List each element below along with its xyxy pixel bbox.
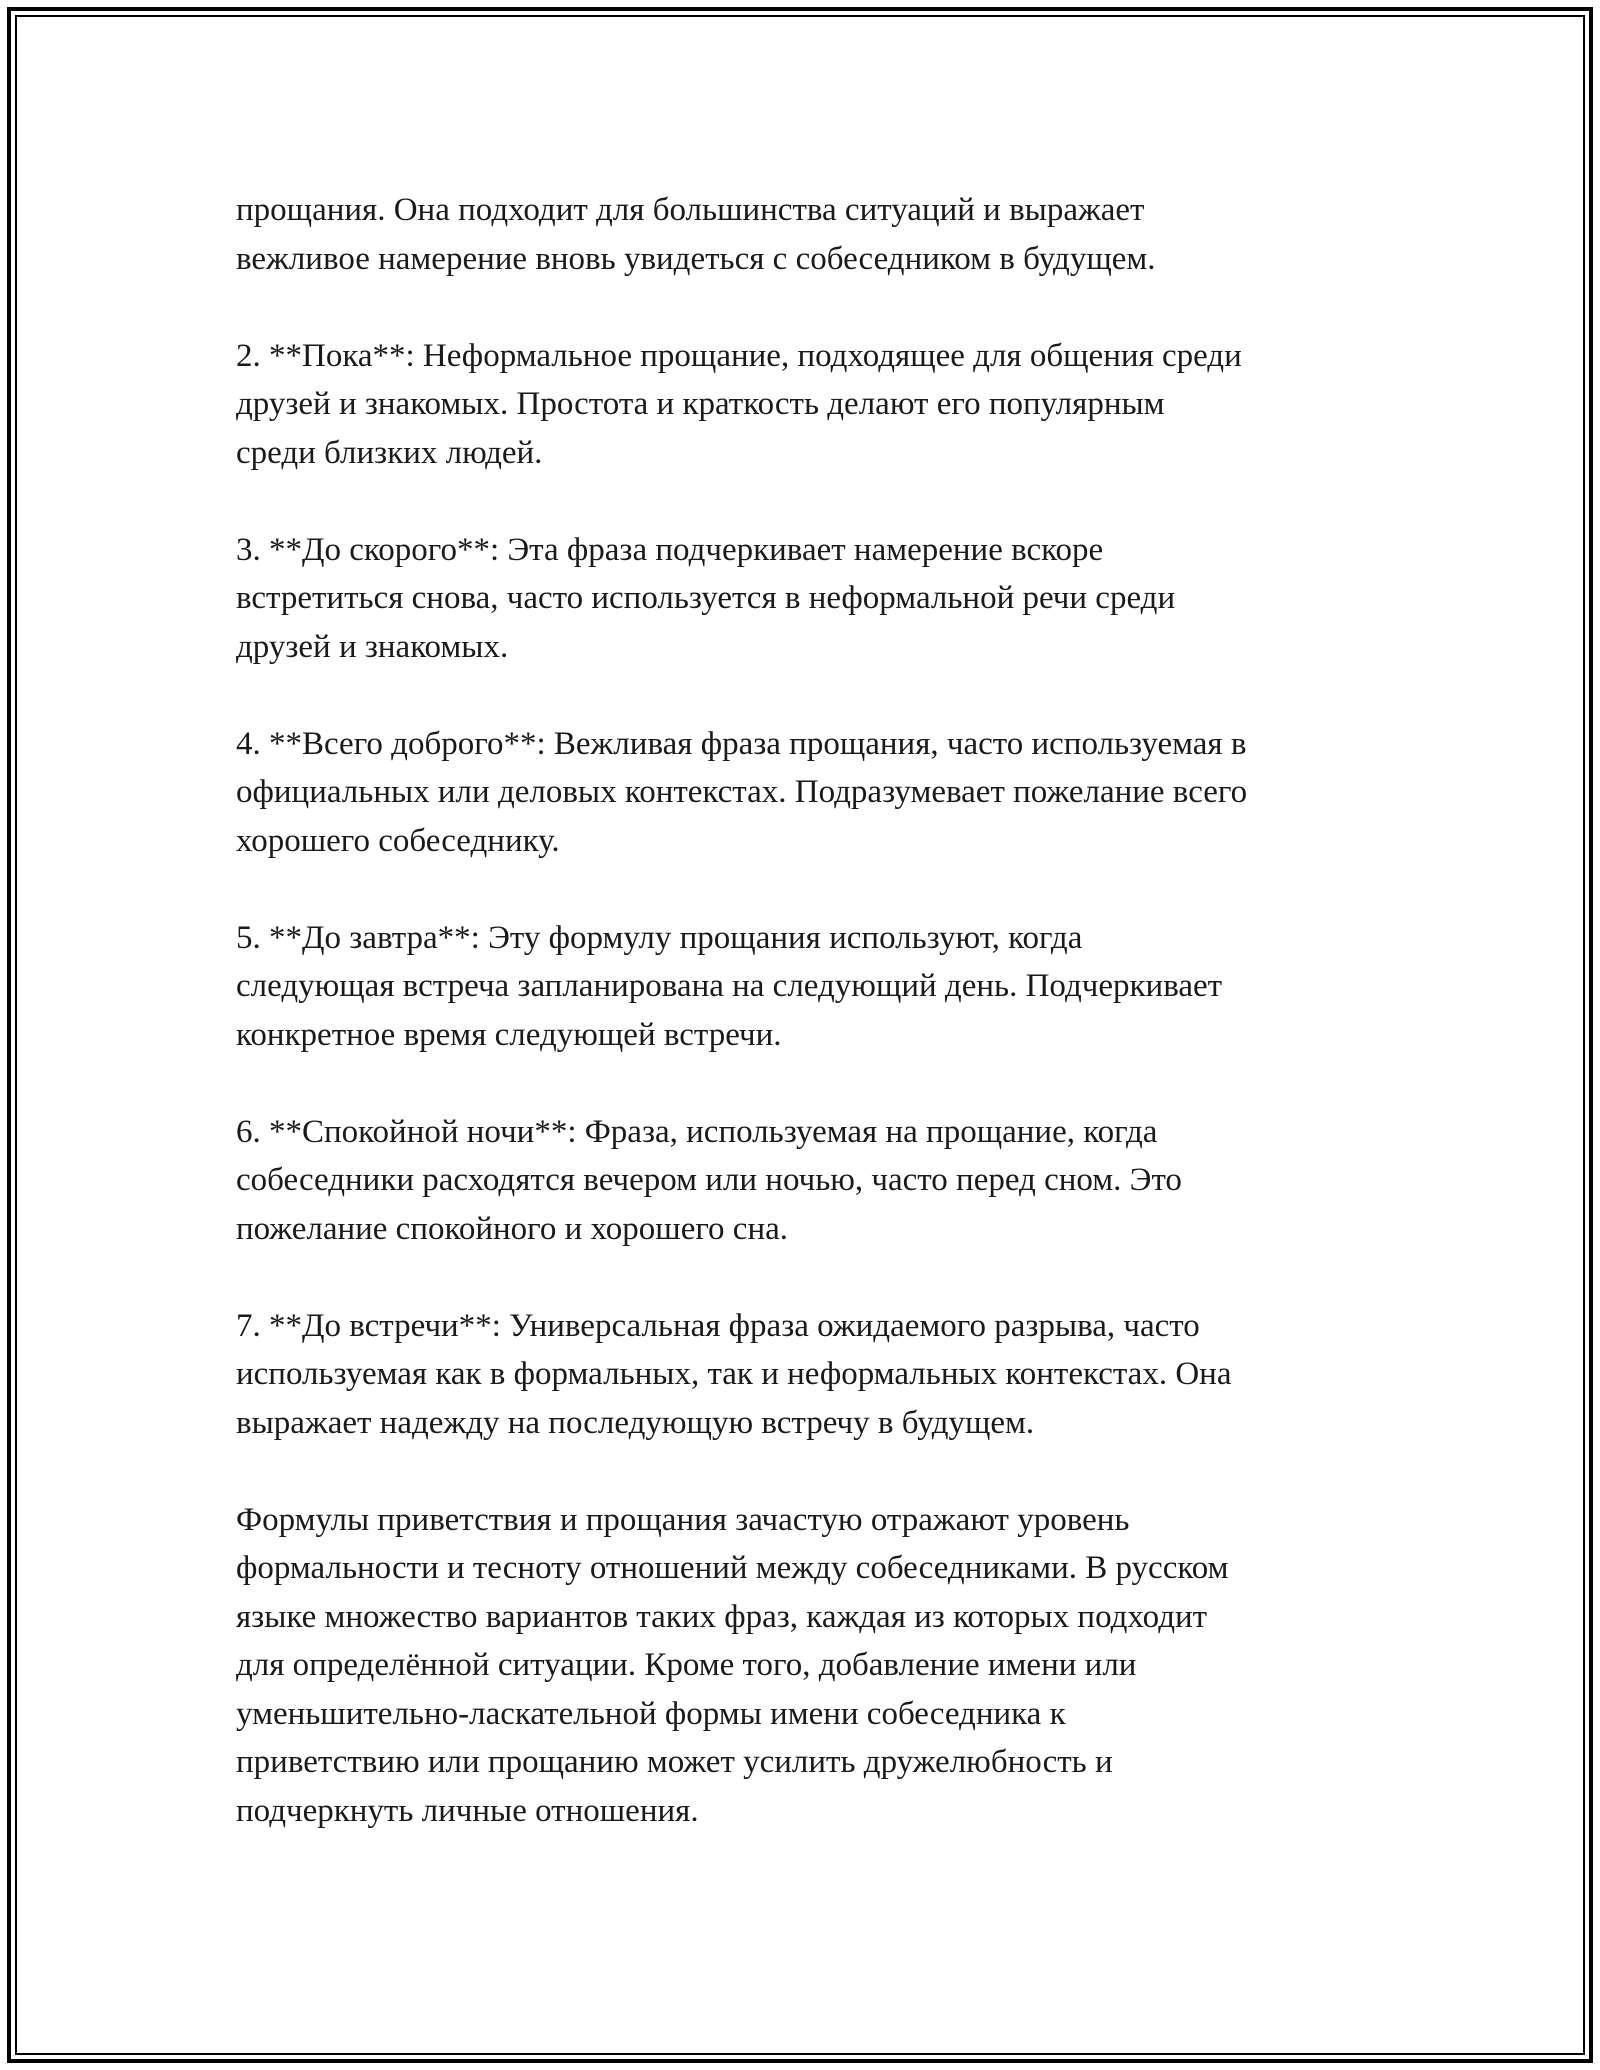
text-line: 2. **Пока**: Неформальное прощание, подходящее для общения среди: [236, 337, 1242, 374]
list-item-7: [236, 1302, 1396, 1448]
text-line: 5. **До завтра**: Эту формулу прощания используют, когда: [236, 919, 1083, 956]
paragraph-intro-continuation: [236, 186, 1396, 283]
list-item-4: [236, 720, 1396, 866]
text-line: уменьшительно-ласкательной формы имени собеседника к: [236, 1695, 1066, 1732]
text-line: 7. **До встречи**: Универсальная фраза ожидаемого разрыва, часто: [236, 1307, 1200, 1344]
text-line: используемая как в формальных, так и неформальных контекстах. Она: [236, 1356, 1232, 1392]
text-line: формальности и тесноту отношений между собеседниками. В русском: [236, 1550, 1229, 1586]
list-item-3: [236, 526, 1396, 672]
text-line: пожелание спокойного и хорошего сна.: [236, 1210, 789, 1247]
text-line: 4. **Всего доброго**: Вежливая фраза прощания, часто используемая в: [236, 725, 1247, 762]
text-line: встретиться снова, часто используется в неформальной речи среди: [236, 580, 1176, 616]
text-line: приветствию или прощанию может усилить дружелюбность и: [236, 1744, 1113, 1780]
list-item-2: [236, 332, 1396, 478]
text-line: выражает надежду на последующую встречу в будущем.: [236, 1404, 1035, 1441]
text-line: друзей и знакомых. Простота и краткость делают его популярным: [236, 386, 1165, 422]
text-line: языке множество вариантов таких фраз, каждая из которых подходит: [236, 1598, 1208, 1635]
paragraph-conclusion: [236, 1496, 1396, 1836]
text-line: подчеркнуть личные отношения.: [236, 1792, 699, 1829]
text-line: прощания. Она подходит для большинства ситуаций и выражает: [236, 192, 1145, 228]
list-item-6: [236, 1108, 1396, 1254]
text-line: собеседники расходятся вечером или ночью, часто перед сном. Это: [236, 1162, 1182, 1198]
text-line: вежливое намерение вновь увидеться с собеседником в будущем.: [236, 240, 1156, 277]
text-line: следующая встреча запланирована на следующий день. Подчеркивает: [236, 968, 1223, 1004]
text-line: конкретное время следующей встречи.: [236, 1016, 782, 1053]
text-line: для определённой ситуации. Кроме того, добавление имени или: [236, 1647, 1137, 1683]
text-line: друзей и знакомых.: [236, 628, 509, 665]
document-body: [236, 186, 1396, 1884]
text-line: хорошего собеседнику.: [236, 822, 560, 859]
text-line: среди близких людей.: [236, 434, 543, 471]
text-line: 3. **До скорого**: Эта фраза подчеркивает намерение вскоре: [236, 531, 1104, 568]
text-line: Формулы приветствия и прощания зачастую отражают уровень: [236, 1501, 1130, 1538]
text-line: официальных или деловых контекстах. Подразумевает пожелание всего: [236, 774, 1248, 810]
list-item-5: [236, 914, 1396, 1060]
text-line: 6. **Спокойной ночи**: Фраза, используемая на прощание, когда: [236, 1113, 1158, 1150]
